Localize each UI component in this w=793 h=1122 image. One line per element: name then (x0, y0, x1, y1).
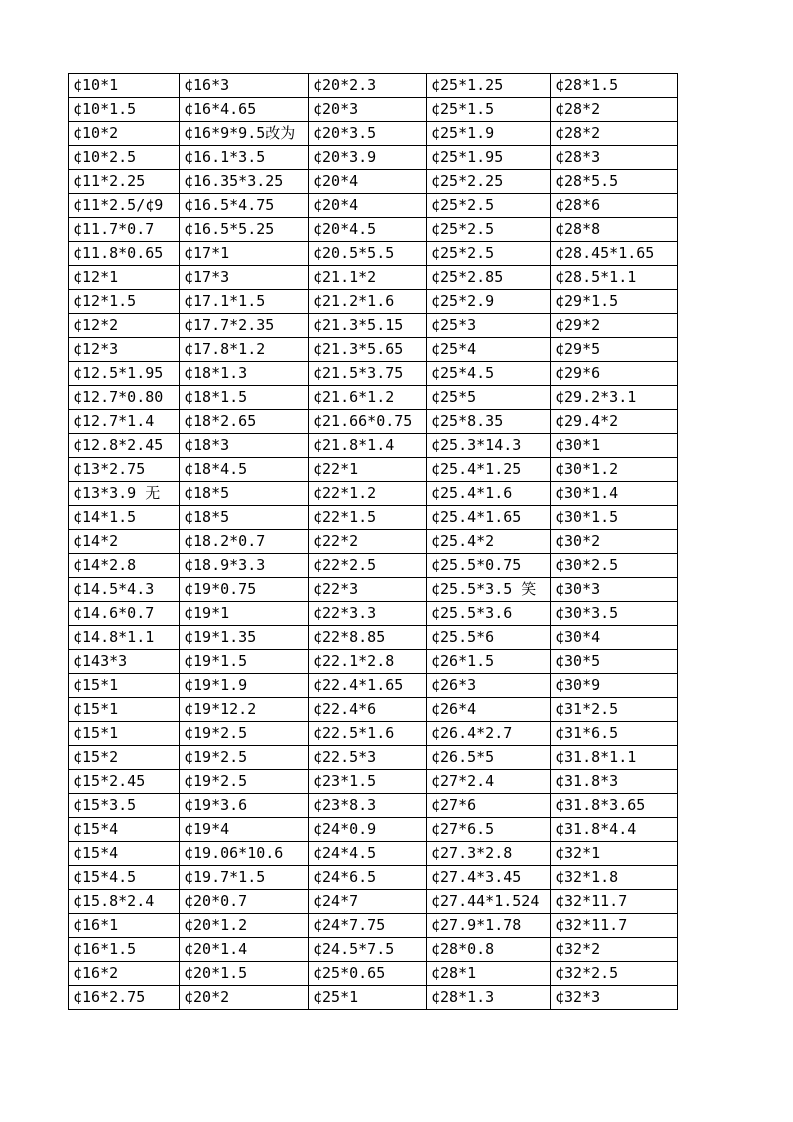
table-row (69, 530, 678, 554)
table-row (69, 794, 678, 818)
table-cell: ¢28*8 (551, 218, 678, 242)
table-cell: ¢20*1.5 (180, 962, 309, 986)
table-cell: ¢32*11.7 (551, 914, 678, 938)
table-cell: ¢21.2*1.6 (309, 290, 427, 314)
table-cell: ¢25*5 (427, 386, 551, 410)
table-row (69, 962, 678, 986)
table-cell: ¢17.7*2.35 (180, 314, 309, 338)
table-cell: ¢21.3*5.65 (309, 338, 427, 362)
table-cell: ¢25.4*1.6 (427, 482, 551, 506)
table-cell: ¢25*1 (309, 986, 427, 1010)
table-cell: ¢28*5.5 (551, 170, 678, 194)
table-cell: ¢22*1.2 (309, 482, 427, 506)
table-cell: ¢25*0.65 (309, 962, 427, 986)
table-cell: ¢13*3.9 无 (69, 482, 180, 506)
table-cell: ¢17*1 (180, 242, 309, 266)
table-row (69, 194, 678, 218)
table-cell: ¢25.5*0.75 (427, 554, 551, 578)
table-cell: ¢25*1.95 (427, 146, 551, 170)
table-cell: ¢22*2 (309, 530, 427, 554)
table-cell: ¢19*4 (180, 818, 309, 842)
table-row (69, 842, 678, 866)
table-cell: ¢28*6 (551, 194, 678, 218)
table-cell: ¢20*1.4 (180, 938, 309, 962)
table-cell: ¢25.5*3.6 (427, 602, 551, 626)
table-cell: ¢22.4*6 (309, 698, 427, 722)
table-cell: ¢26*1.5 (427, 650, 551, 674)
table-row (69, 746, 678, 770)
table-cell: ¢30*2 (551, 530, 678, 554)
table-cell: ¢31*2.5 (551, 698, 678, 722)
table-cell: ¢16*2 (69, 962, 180, 986)
table-cell: ¢11.8*0.65 (69, 242, 180, 266)
table-cell: ¢29*6 (551, 362, 678, 386)
table-cell: ¢20*4 (309, 170, 427, 194)
table-cell: ¢19*3.6 (180, 794, 309, 818)
table-row (69, 578, 678, 602)
table-cell: ¢15*1 (69, 674, 180, 698)
table-cell: ¢25*2.9 (427, 290, 551, 314)
table-cell: ¢28*1.3 (427, 986, 551, 1010)
table-cell: ¢22*8.85 (309, 626, 427, 650)
table-cell: ¢22.5*1.6 (309, 722, 427, 746)
table-cell: ¢19*1.35 (180, 626, 309, 650)
table-cell: ¢31.8*1.1 (551, 746, 678, 770)
table-row (69, 242, 678, 266)
table-cell: ¢30*4 (551, 626, 678, 650)
table-cell: ¢15*3.5 (69, 794, 180, 818)
table-cell: ¢32*2 (551, 938, 678, 962)
table-row (69, 146, 678, 170)
table-cell: ¢28.45*1.65 (551, 242, 678, 266)
table-cell: ¢19*1.5 (180, 650, 309, 674)
table-cell: ¢18*1.3 (180, 362, 309, 386)
spec-table (68, 73, 678, 1010)
table-cell: ¢17.8*1.2 (180, 338, 309, 362)
table-cell: ¢30*1.4 (551, 482, 678, 506)
table-cell: ¢30*9 (551, 674, 678, 698)
table-row (69, 554, 678, 578)
table-cell: ¢30*1.5 (551, 506, 678, 530)
table-cell: ¢14*2 (69, 530, 180, 554)
table-cell: ¢15*2 (69, 746, 180, 770)
table-cell: ¢15*1 (69, 698, 180, 722)
table-cell: ¢24*4.5 (309, 842, 427, 866)
table-cell: ¢16*1.5 (69, 938, 180, 962)
table-cell: ¢19.06*10.6 (180, 842, 309, 866)
table-cell: ¢12.8*2.45 (69, 434, 180, 458)
table-cell: ¢20*3 (309, 98, 427, 122)
table-cell: ¢19*2.5 (180, 770, 309, 794)
table-cell: ¢32*2.5 (551, 962, 678, 986)
table-cell: ¢20*3.9 (309, 146, 427, 170)
table-row (69, 482, 678, 506)
table-cell: ¢15.8*2.4 (69, 890, 180, 914)
table-cell: ¢21.8*1.4 (309, 434, 427, 458)
table-cell: ¢25*4.5 (427, 362, 551, 386)
table-cell: ¢27.3*2.8 (427, 842, 551, 866)
table-cell: ¢31.8*3 (551, 770, 678, 794)
table-row (69, 386, 678, 410)
table-cell: ¢25.5*3.5 笑 (427, 578, 551, 602)
table-cell: ¢20*1.2 (180, 914, 309, 938)
table-cell: ¢16.35*3.25 (180, 170, 309, 194)
table-row (69, 434, 678, 458)
table-cell: ¢18*3 (180, 434, 309, 458)
table-cell: ¢31.8*3.65 (551, 794, 678, 818)
table-cell: ¢32*1.8 (551, 866, 678, 890)
table-cell: ¢19*0.75 (180, 578, 309, 602)
table-cell: ¢25*2.25 (427, 170, 551, 194)
table-cell: ¢28*2 (551, 98, 678, 122)
table-cell: ¢27.44*1.524 (427, 890, 551, 914)
table-cell: ¢29*1.5 (551, 290, 678, 314)
table-cell: ¢27.4*3.45 (427, 866, 551, 890)
table-cell: ¢25.4*2 (427, 530, 551, 554)
table-cell: ¢14.5*4.3 (69, 578, 180, 602)
table-cell: ¢20*4.5 (309, 218, 427, 242)
table-cell: ¢25.4*1.25 (427, 458, 551, 482)
table-cell: ¢12.5*1.95 (69, 362, 180, 386)
table-cell: ¢23*1.5 (309, 770, 427, 794)
table-cell: ¢24*7 (309, 890, 427, 914)
table-row (69, 362, 678, 386)
table-cell: ¢31*6.5 (551, 722, 678, 746)
table-cell: ¢12*3 (69, 338, 180, 362)
table-cell: ¢14*2.8 (69, 554, 180, 578)
table-cell: ¢16*1 (69, 914, 180, 938)
table-cell: ¢18*5 (180, 482, 309, 506)
table-cell: ¢25*1.5 (427, 98, 551, 122)
table-cell: ¢25*8.35 (427, 410, 551, 434)
table-cell: ¢12*2 (69, 314, 180, 338)
table-cell: ¢143*3 (69, 650, 180, 674)
table-cell: ¢21.66*0.75 (309, 410, 427, 434)
table-row (69, 122, 678, 146)
table-cell: ¢25*3 (427, 314, 551, 338)
table-cell: ¢18*4.5 (180, 458, 309, 482)
table-cell: ¢19*1.9 (180, 674, 309, 698)
table-cell: ¢25.3*14.3 (427, 434, 551, 458)
table-cell: ¢28*1.5 (551, 74, 678, 98)
table-cell: ¢26*4 (427, 698, 551, 722)
table-cell: ¢16.5*4.75 (180, 194, 309, 218)
table-cell: ¢32*3 (551, 986, 678, 1010)
table-row (69, 74, 678, 98)
table-cell: ¢18.9*3.3 (180, 554, 309, 578)
table-cell: ¢21.1*2 (309, 266, 427, 290)
table-cell: ¢25*2.85 (427, 266, 551, 290)
table-cell: ¢28*1 (427, 962, 551, 986)
table-cell: ¢28*2 (551, 122, 678, 146)
table-cell: ¢19*2.5 (180, 722, 309, 746)
table-cell: ¢15*4 (69, 818, 180, 842)
table-row (69, 170, 678, 194)
table-row (69, 770, 678, 794)
table-cell: ¢30*3.5 (551, 602, 678, 626)
table-cell: ¢10*1 (69, 74, 180, 98)
table-cell: ¢18*5 (180, 506, 309, 530)
table-cell: ¢32*1 (551, 842, 678, 866)
table-row (69, 218, 678, 242)
table-cell: ¢21.5*3.75 (309, 362, 427, 386)
table-cell: ¢12*1.5 (69, 290, 180, 314)
table-cell: ¢12.7*0.80 (69, 386, 180, 410)
table-cell: ¢20*4 (309, 194, 427, 218)
table-row (69, 890, 678, 914)
table-cell: ¢10*2 (69, 122, 180, 146)
table-cell: ¢27.9*1.78 (427, 914, 551, 938)
table-cell: ¢22*3.3 (309, 602, 427, 626)
table-cell: ¢19*1 (180, 602, 309, 626)
table-row (69, 674, 678, 698)
table-cell: ¢25.5*6 (427, 626, 551, 650)
table-cell: ¢20*2.3 (309, 74, 427, 98)
table-cell: ¢28*3 (551, 146, 678, 170)
table-cell: ¢27*6 (427, 794, 551, 818)
table-cell: ¢16.5*5.25 (180, 218, 309, 242)
table-cell: ¢11.7*0.7 (69, 218, 180, 242)
table-cell: ¢14*1.5 (69, 506, 180, 530)
table-cell: ¢25*4 (427, 338, 551, 362)
table-cell: ¢27*2.4 (427, 770, 551, 794)
table-cell: ¢24*6.5 (309, 866, 427, 890)
table-cell: ¢18*1.5 (180, 386, 309, 410)
table-cell: ¢20*3.5 (309, 122, 427, 146)
table-cell: ¢14.6*0.7 (69, 602, 180, 626)
table-cell: ¢18*2.65 (180, 410, 309, 434)
table-cell: ¢15*4.5 (69, 866, 180, 890)
table-cell: ¢17.1*1.5 (180, 290, 309, 314)
table-cell: ¢16*4.65 (180, 98, 309, 122)
table-cell: ¢24.5*7.5 (309, 938, 427, 962)
table-row (69, 626, 678, 650)
table-cell: ¢32*11.7 (551, 890, 678, 914)
table-cell: ¢22.5*3 (309, 746, 427, 770)
table-cell: ¢20.5*5.5 (309, 242, 427, 266)
table-cell: ¢11*2.25 (69, 170, 180, 194)
table-cell: ¢15*4 (69, 842, 180, 866)
table-cell: ¢26.4*2.7 (427, 722, 551, 746)
table-row (69, 818, 678, 842)
table-cell: ¢22.4*1.65 (309, 674, 427, 698)
table-row (69, 938, 678, 962)
table-row (69, 722, 678, 746)
table-cell: ¢22.1*2.8 (309, 650, 427, 674)
table-row (69, 410, 678, 434)
table-cell: ¢15*2.45 (69, 770, 180, 794)
table-row (69, 266, 678, 290)
table-cell: ¢25*2.5 (427, 242, 551, 266)
table-cell: ¢19*12.2 (180, 698, 309, 722)
table-row (69, 506, 678, 530)
table-cell: ¢11*2.5/¢9 (69, 194, 180, 218)
table-cell: ¢28.5*1.1 (551, 266, 678, 290)
table-cell: ¢10*1.5 (69, 98, 180, 122)
table-cell: ¢30*1.2 (551, 458, 678, 482)
table-cell: ¢29*2 (551, 314, 678, 338)
table-cell: ¢18.2*0.7 (180, 530, 309, 554)
table-cell: ¢19.7*1.5 (180, 866, 309, 890)
table-row (69, 338, 678, 362)
table-cell: ¢14.8*1.1 (69, 626, 180, 650)
table-cell: ¢30*5 (551, 650, 678, 674)
table-cell: ¢10*2.5 (69, 146, 180, 170)
table-cell: ¢16*3 (180, 74, 309, 98)
table-cell: ¢16*9*9.5改为 (180, 122, 309, 146)
table-cell: ¢30*3 (551, 578, 678, 602)
table-cell: ¢22*1.5 (309, 506, 427, 530)
table-row (69, 650, 678, 674)
table-row (69, 314, 678, 338)
table-row (69, 602, 678, 626)
table-cell: ¢12.7*1.4 (69, 410, 180, 434)
table-cell: ¢20*2 (180, 986, 309, 1010)
table-cell: ¢22*1 (309, 458, 427, 482)
table-row (69, 914, 678, 938)
table-cell: ¢17*3 (180, 266, 309, 290)
table-cell: ¢29.4*2 (551, 410, 678, 434)
table-row (69, 98, 678, 122)
table-cell: ¢27*6.5 (427, 818, 551, 842)
table-cell: ¢26*3 (427, 674, 551, 698)
table-row (69, 986, 678, 1010)
table-cell: ¢22*2.5 (309, 554, 427, 578)
table-cell: ¢16*2.75 (69, 986, 180, 1010)
table-cell: ¢29*5 (551, 338, 678, 362)
table-cell: ¢12*1 (69, 266, 180, 290)
table-cell: ¢26.5*5 (427, 746, 551, 770)
table-cell: ¢25*1.9 (427, 122, 551, 146)
table-cell: ¢25*1.25 (427, 74, 551, 98)
table-cell: ¢15*1 (69, 722, 180, 746)
table-cell: ¢22*3 (309, 578, 427, 602)
table-cell: ¢25.4*1.65 (427, 506, 551, 530)
spec-table-body (69, 74, 678, 1010)
table-row (69, 290, 678, 314)
table-cell: ¢13*2.75 (69, 458, 180, 482)
table-cell: ¢24*7.75 (309, 914, 427, 938)
table-cell: ¢23*8.3 (309, 794, 427, 818)
table-cell: ¢25*2.5 (427, 218, 551, 242)
table-cell: ¢25*2.5 (427, 194, 551, 218)
table-cell: ¢19*2.5 (180, 746, 309, 770)
table-cell: ¢30*2.5 (551, 554, 678, 578)
table-row (69, 458, 678, 482)
table-row (69, 866, 678, 890)
table-row (69, 698, 678, 722)
table-cell: ¢21.6*1.2 (309, 386, 427, 410)
table-cell: ¢30*1 (551, 434, 678, 458)
table-cell: ¢16.1*3.5 (180, 146, 309, 170)
table-cell: ¢28*0.8 (427, 938, 551, 962)
table-cell: ¢31.8*4.4 (551, 818, 678, 842)
table-cell: ¢21.3*5.15 (309, 314, 427, 338)
table-cell: ¢20*0.7 (180, 890, 309, 914)
table-cell: ¢24*0.9 (309, 818, 427, 842)
table-cell: ¢29.2*3.1 (551, 386, 678, 410)
